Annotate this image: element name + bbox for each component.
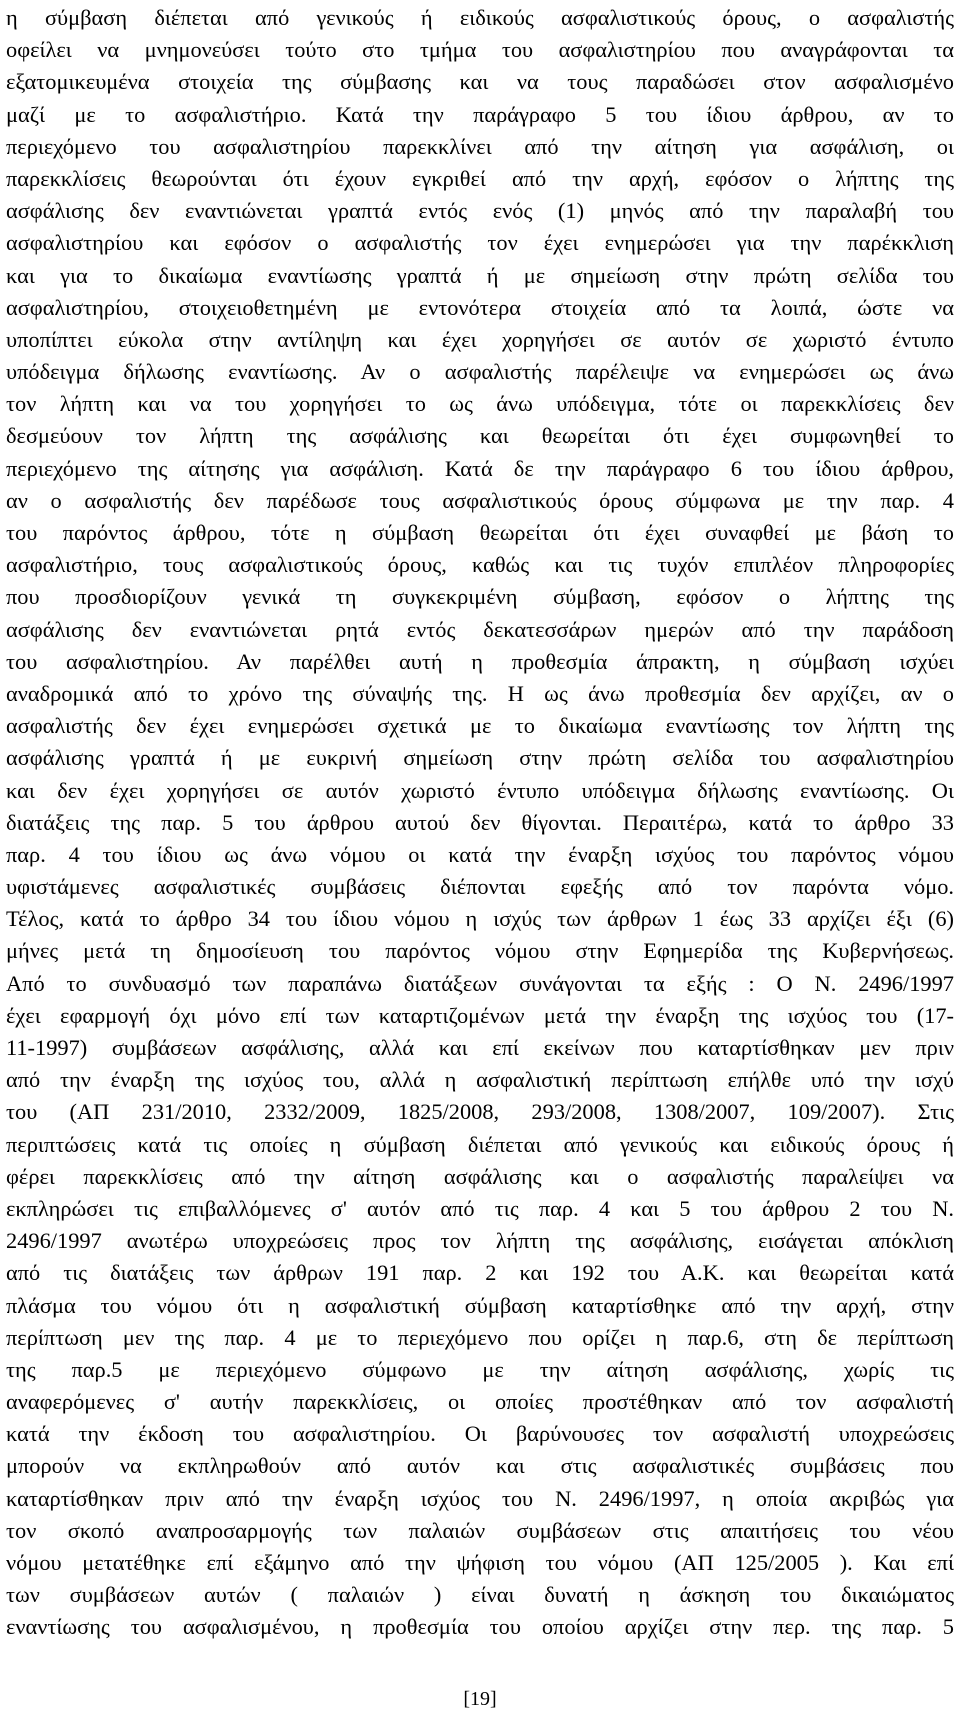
text-line: μπορούν να εκπληρωθούν από αυτόν και στις ασφαλιστικές συμβάσεις που — [6, 1453, 954, 1479]
text-line: Τέλος, κατά το άρθρο 34 του ίδιου νόμου η ισχύς των άρθρων 1 έως 33 αρχίζει έξι (6) — [6, 906, 954, 932]
text-line: 2496/1997 ανωτέρω υποχρεώσεις προς τον λήπτη της ασφάλισης, εισάγεται απόκλιση — [6, 1228, 954, 1254]
text-line: μαζί με το ασφαλιστήριο. Κατά την παράγραφο 5 του ίδιου άρθρου, αν το — [6, 101, 954, 127]
text-line: εξατομικευμένα στοιχεία της σύμβασης και να τους παραδώσει στον ασφαλισμένο — [6, 69, 954, 95]
text-line: περιεχόμενο της αίτησης για ασφάλιση. Κατά δε την παράγραφο 6 του ίδιου άρθρου, — [6, 455, 954, 481]
text-line: κατά την έκδοση του ασφαλιστηρίου. Οι βαρύνουσες τον ασφαλιστή υποχρεώσεις — [6, 1421, 954, 1447]
page-number: [19] — [463, 1688, 497, 1710]
text-line: εκπληρώσει τις επιβαλλόμενες σ' αυτόν από τις παρ. 4 και 5 του άρθρου 2 του Ν. — [6, 1195, 954, 1221]
text-line: φέρει παρεκκλίσεις από την αίτηση ασφάλισης και ο ασφαλιστής παραλείψει να — [6, 1163, 954, 1189]
text-line: ασφαλιστηρίου και εφόσον ο ασφαλιστής τον έχει ενημερώσει για την παρέκκλιση — [6, 230, 954, 256]
text-line: παρ. 4 του ίδιου ως άνω νόμου οι κατά την έναρξη ισχύος του παρόντος νόμου — [6, 841, 954, 867]
text-line: νόμου μετατέθηκε επί εξάμηνο από την ψήφιση του νόμου (ΑΠ 125/2005 ). Και επί — [6, 1550, 954, 1575]
text-line: 11-1997) συμβάσεων ασφάλισης, αλλά και επί εκείνων που καταρτίσθηκαν μεν πριν — [6, 1035, 954, 1060]
text-line: παρεκκλίσεις θεωρούνται ότι έχουν εγκριθεί από την αρχή, εφόσον ο λήπτης της — [6, 165, 954, 191]
text-line: αν ο ασφαλιστής δεν παρέδωσε τους ασφαλιστικούς όρους σύμφωνα με την παρ. 4 — [6, 487, 954, 513]
text-line: ασφαλιστήριο, τους ασφαλιστικούς όρους, καθώς και τις τυχόν επιπλέον πληροφορίες — [6, 552, 954, 578]
text-line: τον σκοπό αναπροσαρμογής των παλαιών συμβάσεων στις απαιτήσεις του νέου — [6, 1517, 954, 1543]
text-line: ασφαλιστηρίου, στοιχειοθετημένη με εντονότερα στοιχεία από τα λοιπά, ώστε να — [6, 294, 954, 320]
text-line: δεσμεύουν τον λήπτη της ασφάλισης και θεωρείται ότι έχει συμφωνηθεί το — [6, 423, 954, 449]
text-line: ασφαλιστής δεν έχει ενημερώσει σχετικά με το δικαίωμα εναντίωσης τον λήπτη της — [6, 713, 954, 739]
body-paragraph — [6, 2, 954, 1644]
text-line: των συμβάσεων αυτών ( παλαιών ) είναι δυνατή η άσκηση του δικαιώματος — [6, 1582, 954, 1608]
text-line: και για το δικαίωμα εναντίωσης γραπτά ή με σημείωση στην πρώτη σελίδα του — [6, 262, 954, 288]
text-line: μήνες μετά τη δημοσίευση του παρόντος νόμου στην Εφημερίδα της Κυβερνήσεως. — [6, 938, 954, 964]
text-line: διατάξεις της παρ. 5 του άρθρου αυτού δεν θίγονται. Περαιτέρω, κατά το άρθρο 33 — [6, 809, 954, 835]
text-line: εναντίωσης του ασφαλισμένου, η προθεσμία του οποίου αρχίζει στην περ. της παρ. 5 — [6, 1614, 954, 1640]
text-line: και δεν έχει χορηγήσει σε αυτόν χωριστό έντυπο υπόδειγμα δήλωσης εναντίωσης. Οι — [6, 777, 954, 803]
text-line: από τις διατάξεις των άρθρων 191 παρ. 2 και 192 του Α.Κ. και θεωρείται κατά — [6, 1260, 954, 1286]
text-line: ασφάλισης δεν εναντιώνεται ρητά εντός δεκατεσσάρων ημερών από την παράδοση — [6, 616, 954, 642]
text-line: ασφάλισης γραπτά ή με ευκρινή σημείωση στην πρώτη σελίδα του ασφαλιστηρίου — [6, 745, 954, 771]
text-line: η σύμβαση διέπεται από γενικούς ή ειδικούς ασφαλιστικούς όρους, ο ασφαλιστής — [6, 5, 954, 30]
text-line: τον λήπτη και να του χορηγήσει το ως άνω υπόδειγμα, τότε οι παρεκκλίσεις δεν — [6, 391, 954, 417]
text-line: καταρτίσθηκαν πριν από την έναρξη ισχύος του Ν. 2496/1997, η οποία ακριβώς για — [6, 1485, 954, 1511]
text-line: περίπτωση μεν της παρ. 4 με το περιεχόμενο που ορίζει η παρ.6, στη δε περίπτωση — [6, 1324, 954, 1350]
text-line: του παρόντος άρθρου, τότε η σύμβαση θεωρείται ότι έχει συναφθεί με βάση το — [6, 520, 954, 545]
text-line: πλάσμα του νόμου ότι η ασφαλιστική σύμβαση καταρτίσθηκε από την αρχή, στην — [6, 1292, 954, 1318]
text-line: περιπτώσεις κατά τις οποίες η σύμβαση διέπεται από γενικούς και ειδικούς όρους ή — [6, 1131, 954, 1157]
text-line: του (ΑΠ 231/2010, 2332/2009, 1825/2008, 293/2008, 1308/2007, 109/2007). Στις — [6, 1099, 954, 1125]
text-line: που προσδιορίζουν γενικά τη συγκεκριμένη σύμβαση, εφόσον ο λήπτης της — [6, 584, 954, 610]
text-line: από την έναρξη της ισχύος του, αλλά η ασφαλιστική περίπτωση επήλθε υπό την ισχύ — [6, 1067, 954, 1093]
text-line: οφείλει να μνημονεύσει τούτο στο τμήμα του ασφαλιστηρίου που αναγράφονται τα — [6, 37, 954, 63]
text-line: αναδρομικά από το χρόνο της σύναψής της. Η ως άνω προθεσμία δεν αρχίζει, αν ο — [6, 680, 954, 706]
text-line: Από το συνδυασμό των παραπάνω διατάξεων συνάγονται τα εξής : Ο Ν. 2496/1997 — [6, 970, 954, 996]
text-line: υπόδειγμα δήλωσης εναντίωσης. Αν ο ασφαλιστής παρέλειψε να ενημερώσει ως άνω — [6, 359, 954, 385]
text-line: του ασφαλιστηρίου. Αν παρέλθει αυτή η προθεσμία άπρακτη, η σύμβαση ισχύει — [6, 648, 954, 674]
text-line: περιεχόμενο του ασφαλιστηρίου παρεκκλίνει από την αίτηση για ασφάλιση, οι — [6, 133, 954, 159]
text-line: της παρ.5 με περιεχόμενο σύμφωνο με την αίτηση ασφάλισης, χωρίς τις — [6, 1356, 954, 1382]
text-line: αναφερόμενες σ' αυτήν παρεκκλίσεις, οι οποίες προστέθηκαν από τον ασφαλιστή — [6, 1389, 954, 1415]
text-line: υποπίπτει εύκολα στην αντίληψη και έχει χορηγήσει σε αυτόν σε χωριστό έντυπο — [6, 326, 954, 352]
text-line: ασφάλισης δεν εναντιώνεται γραπτά εντός ενός (1) μηνός από την παραλαβή του — [6, 198, 954, 224]
text-line: έχει εφαρμογή όχι μόνο επί των καταρτιζομένων μετά την έναρξη της ισχύος του (17- — [6, 1002, 954, 1028]
text-line: υφιστάμενες ασφαλιστικές συμβάσεις διέπονται εφεξής από τον παρόντα νόμο. — [6, 874, 954, 900]
